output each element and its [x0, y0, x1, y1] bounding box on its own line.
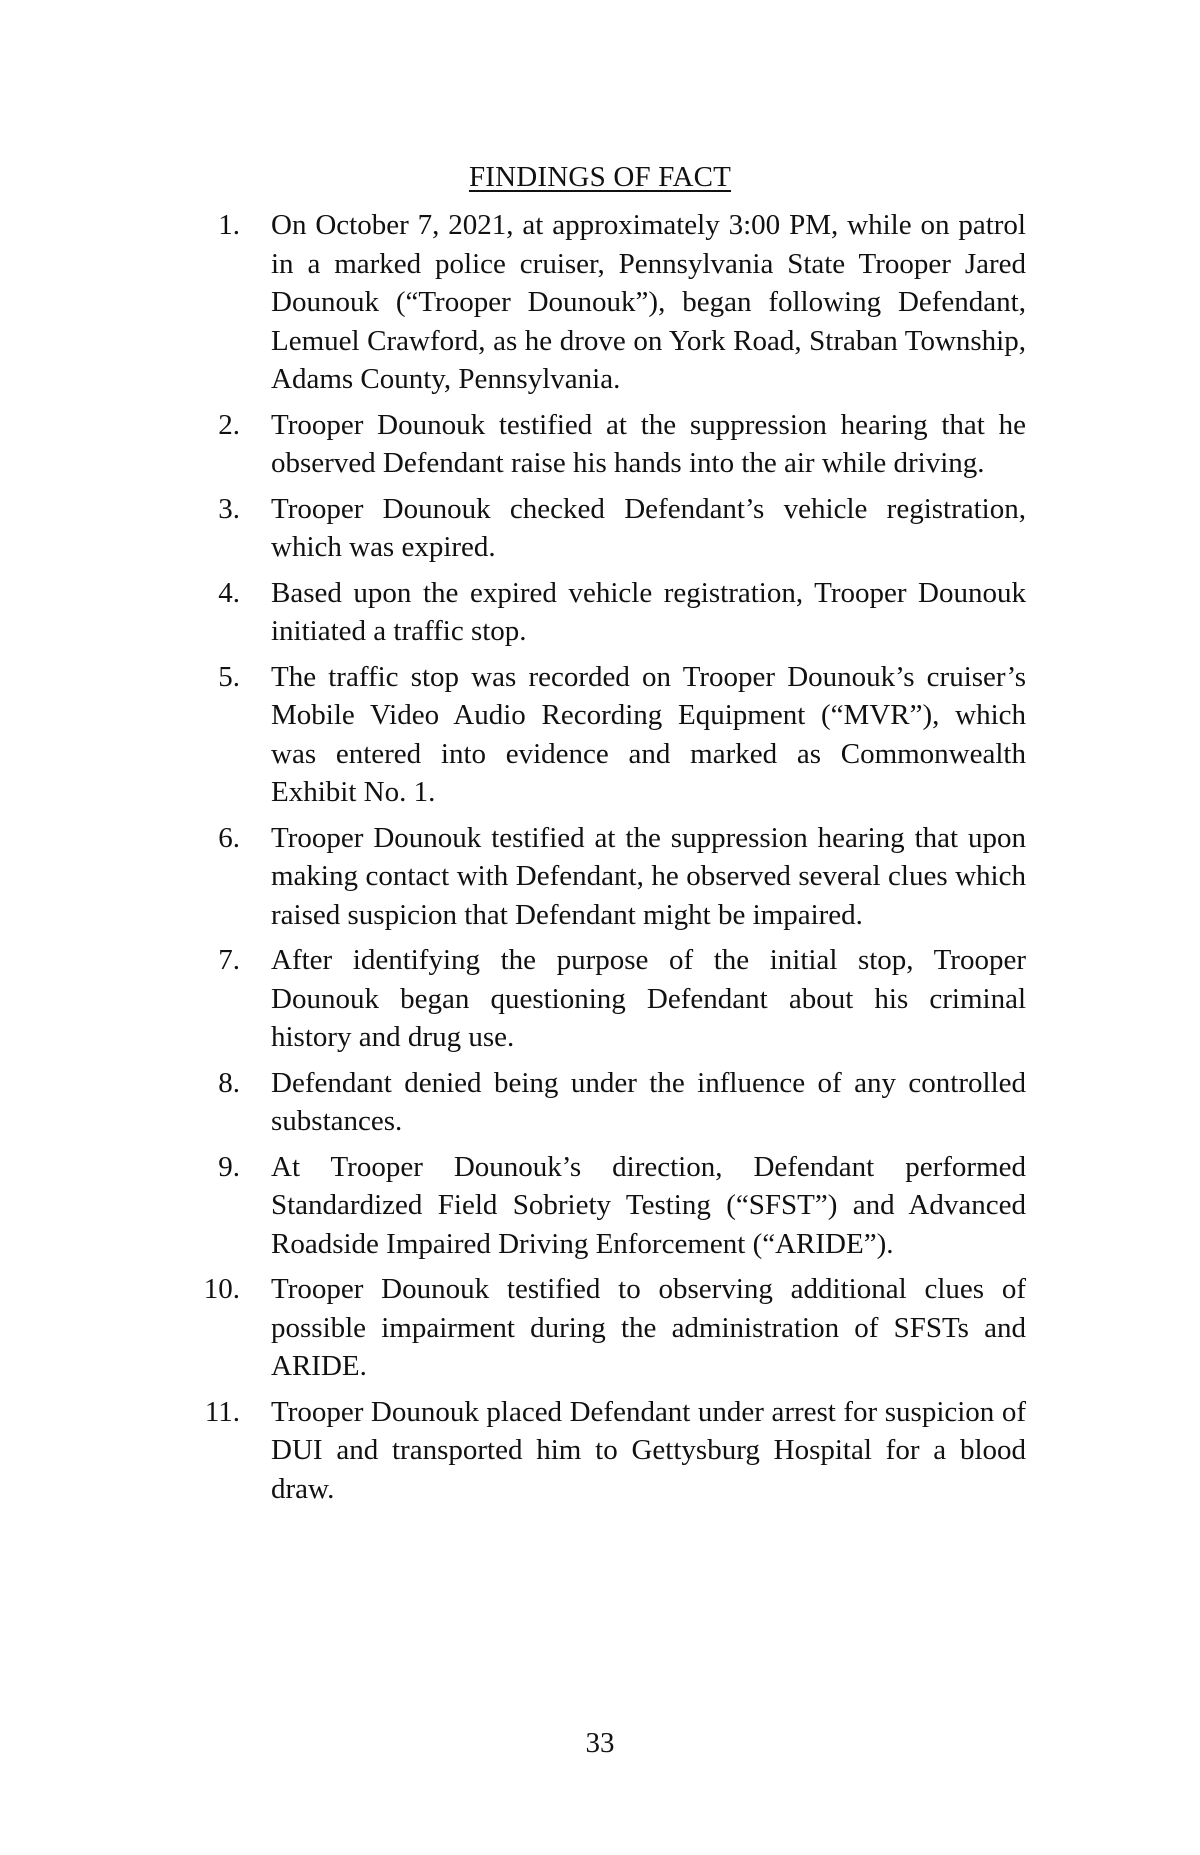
finding-item	[0, 406, 1200, 483]
finding-item	[0, 1393, 1200, 1509]
finding-number: 7.	[218, 944, 240, 976]
finding-item	[0, 1270, 1200, 1386]
findings-list	[0, 206, 1200, 1515]
finding-number: 3.	[218, 492, 240, 525]
finding-text: Trooper Dounouk testified to observing additional clues of possible impairment during the administration of SFSTs and ARIDE.	[271, 1273, 1026, 1382]
finding-number: 9.	[218, 1150, 240, 1183]
finding-item	[0, 941, 1200, 1057]
finding-text: Defendant denied being under the influence of any controlled substances.	[271, 1066, 1026, 1137]
finding-item	[0, 206, 1200, 399]
finding-text: Trooper Dounouk placed Defendant under arrest for suspicion of DUI and transported him to Gettysburg Hospital for a blood draw.	[271, 1395, 1026, 1505]
finding-item	[0, 574, 1200, 651]
finding-item	[0, 1148, 1200, 1264]
finding-number: 11.	[204, 1395, 240, 1428]
finding-item	[0, 658, 1200, 812]
finding-number: 1.	[218, 209, 240, 241]
finding-text: Based upon the expired vehicle registration, Trooper Dounouk initiated a traffic stop.	[271, 576, 1026, 647]
finding-number: 2.	[218, 408, 240, 441]
finding-number: 10.	[203, 1273, 240, 1305]
finding-text: At Trooper Dounouk’s direction, Defendant performed Standardized Field Sobriety Testing (“SFST”) and Advanced Roadside Impaired Driving Enforcement (“ARIDE”).	[271, 1150, 1026, 1260]
finding-item	[0, 1064, 1200, 1141]
finding-number: 4.	[218, 576, 240, 609]
finding-text: Trooper Dounouk checked Defendant’s vehicle registration, which was expired.	[271, 492, 1026, 563]
finding-text: Trooper Dounouk testified at the suppression hearing that upon making contact with Defendant, he observed several clues which raised suspicion that Defendant might be impaired.	[271, 821, 1026, 931]
finding-text: Trooper Dounouk testified at the suppression hearing that he observed Defendant raise his hands into the air while driving.	[271, 408, 1026, 479]
page-title: FINDINGS OF FACT	[468, 161, 732, 193]
page-number: 33	[585, 1727, 615, 1759]
finding-number: 5.	[218, 660, 240, 693]
finding-text: The traffic stop was recorded on Trooper Dounouk’s cruiser’s Mobile Video Audio Recording Equipment (“MVR”), which was entered into evidence and marked as Commonwealth Exhibit No. 1.	[271, 660, 1026, 808]
finding-number: 8.	[218, 1066, 240, 1099]
finding-item	[0, 819, 1200, 935]
finding-text: After identifying the purpose of the initial stop, Trooper Dounouk began questioning Defendant about his criminal history and drug use.	[271, 944, 1026, 1053]
finding-text: On October 7, 2021, at approximately 3:00 PM, while on patrol in a marked police cruiser, Pennsylvania State Trooper Jared Dounouk (“Trooper Dounouk”), began following Defendant, Lemuel Crawford, as he drove on York Road, Straban Township, Adams County, Pennsylvania.	[271, 209, 1026, 395]
finding-number: 6.	[218, 821, 240, 854]
finding-item	[0, 490, 1200, 567]
